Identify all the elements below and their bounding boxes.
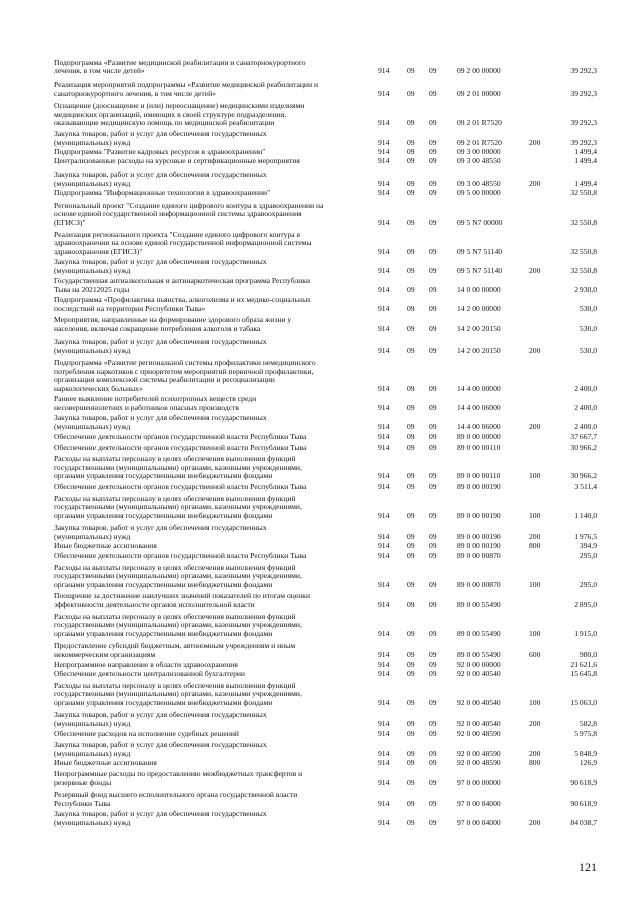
cell-rz: 09 [407,323,415,333]
cell-gr: 914 [378,284,390,294]
cell-sum: 1 499,4 [574,178,597,188]
cell-rz: 09 [407,118,415,128]
cell-pr: 09 [429,303,437,313]
cell-sum: 2 400,0 [574,402,597,412]
row-name: Расходы на выплаты персоналу в целях обеспечения выполнения функций государственными (муниципальными) органами, казенными учреждениями, органами управления государственными внебюджетными фондами [54,680,302,707]
cell-csr: 14 0 00 00000 [457,284,501,294]
table-row [0,189,639,197]
cell-sum: 582,8 [579,718,597,728]
cell-gr: 914 [378,748,390,758]
cell-rz: 09 [407,471,415,481]
table-row [0,296,639,313]
table-row [0,711,639,728]
cell-rz: 09 [407,345,415,355]
cell-gr: 914 [378,178,390,188]
cell-rz: 09 [407,88,415,98]
table-row [0,770,639,787]
cell-gr: 914 [378,798,390,808]
cell-pr: 09 [429,481,437,491]
cell-pr: 09 [429,777,437,787]
cell-pr: 09 [429,659,437,669]
cell-csr: 89 0 00 00190 [457,510,501,520]
table-row [0,552,639,560]
cell-sum: 15 645,8 [570,668,597,678]
cell-pr: 09 [429,345,437,355]
cell-csr: 14 2 00 20150 [457,345,501,355]
table-row [0,564,639,589]
cell-csr: 14 2 00 00000 [457,303,501,313]
cell-pr: 09 [429,284,437,294]
cell-pr: 09 [429,649,437,659]
table-row [0,542,639,550]
table-row [0,414,639,431]
cell-rz: 09 [407,531,415,541]
cell-sum: 1 976,5 [574,531,597,541]
cell-pr: 09 [429,66,437,76]
cell-csr: 09 3 00 48550 [457,156,501,166]
cell-pr: 09 [429,383,437,393]
cell-pr: 09 [429,402,437,412]
table-row [0,130,639,147]
cell-vr: 200 [529,718,541,728]
cell-csr: 89 0 00 00190 [457,540,501,550]
cell-sum: 3 511,4 [574,481,597,491]
cell-sum: 32 550,8 [570,187,597,197]
cell-csr: 09 2 01 R7520 [457,137,502,147]
cell-rz: 09 [407,442,415,452]
row-name: Закупка товаров, работ и услуг для обеспечения государственных (муниципальных) нужд [54,413,267,431]
cell-pr: 09 [429,668,437,678]
cell-sum: 15 063,0 [570,697,597,707]
cell-pr: 09 [429,718,437,728]
cell-pr: 09 [429,728,437,738]
cell-pr: 09 [429,540,437,550]
row-name: Закупка товаров, работ и услуг для обеспечения государственных (муниципальных) нужд [54,740,267,758]
table-row [0,661,639,669]
cell-vr: 200 [529,178,541,188]
cell-sum: 39 292,3 [570,66,597,76]
cell-gr: 914 [378,137,390,147]
cell-pr: 09 [429,757,437,767]
cell-vr: 800 [529,757,541,767]
table-row [0,741,639,758]
cell-sum: 295,0 [579,579,597,589]
cell-rz: 09 [407,659,415,669]
cell-csr: 97 0 00 00000 [457,777,501,787]
cell-gr: 914 [378,88,390,98]
row-name: Иные бюджетные ассигнования [54,540,157,550]
cell-vr: 100 [529,628,541,638]
cell-pr: 09 [429,217,437,227]
cell-csr: 89 0 00 00190 [457,481,501,491]
row-name: Закупка товаров, работ и услуг для обеспечения государственных (муниципальных) нужд [54,257,267,275]
cell-sum: 21 621,6 [570,659,597,669]
cell-gr: 914 [378,649,390,659]
cell-gr: 914 [378,431,390,441]
row-name: Мероприятия, направленные на формирование здорового образа жизни у населения, включая сокращение потребления алкоголя и табака [54,315,292,333]
cell-pr: 09 [429,550,437,560]
cell-pr: 09 [429,88,437,98]
cell-rz: 09 [407,817,415,827]
cell-csr: 89 0 00 00870 [457,579,501,589]
cell-csr: 89 0 00 55490 [457,628,501,638]
cell-rz: 09 [407,748,415,758]
table-row [0,157,639,165]
cell-gr: 914 [378,442,390,452]
cell-sum: 39 292,3 [570,88,597,98]
row-name: Закупка товаров, работ и услуг для обеспечения государственных (муниципальных) нужд [54,129,267,147]
cell-rz: 09 [407,246,415,256]
cell-gr: 914 [378,481,390,491]
cell-csr: 89 0 00 55490 [457,599,501,609]
row-name: Закупка товаров, работ и услуг для обеспечения государственных (муниципальных) нужд [54,710,267,728]
cell-pr: 09 [429,531,437,541]
cell-gr: 914 [378,599,390,609]
cell-gr: 914 [378,187,390,197]
table-row [0,171,639,188]
cell-sum: 295,0 [579,550,597,560]
cell-csr: 97 0 00 04000 [457,798,501,808]
cell-vr: 100 [529,471,541,481]
cell-pr: 09 [429,118,437,128]
cell-gr: 914 [378,421,390,431]
table-row [0,483,639,491]
row-name: Обеспечение деятельности органов государственной власти Республики Тыва [54,431,307,441]
cell-csr: 92 0 00 00000 [457,659,501,669]
cell-rz: 09 [407,798,415,808]
cell-pr: 09 [429,265,437,275]
cell-sum: 2 400,0 [574,421,597,431]
row-name: Подпрограмма «Профилактика пьянства, алкоголизма и их медико-социальных последствий на территории Республики Тыва» [54,295,311,313]
cell-rz: 09 [407,66,415,76]
cell-rz: 09 [407,383,415,393]
cell-csr: 92 0 00 48590 [457,757,501,767]
cell-rz: 09 [407,757,415,767]
table-row [0,642,639,659]
cell-pr: 09 [429,471,437,481]
cell-gr: 914 [378,728,390,738]
cell-rz: 09 [407,579,415,589]
cell-rz: 09 [407,178,415,188]
cell-pr: 09 [429,798,437,808]
cell-sum: 90 618,9 [570,798,597,808]
cell-gr: 914 [378,718,390,728]
table-row [0,316,639,333]
table-row [0,682,639,707]
cell-pr: 09 [429,246,437,256]
cell-gr: 914 [378,697,390,707]
table-row [0,359,639,393]
cell-pr: 09 [429,510,437,520]
cell-csr: 14 4 00 00000 [457,383,501,393]
cell-gr: 914 [378,303,390,313]
cell-rz: 09 [407,510,415,520]
cell-csr: 92 0 00 40540 [457,668,501,678]
table-row [0,81,639,98]
cell-rz: 09 [407,402,415,412]
cell-csr: 09 2 00 00000 [457,66,501,76]
cell-rz: 09 [407,668,415,678]
cell-csr: 97 0 00 04000 [457,817,501,827]
cell-vr: 200 [529,817,541,827]
cell-csr: 14 4 00 06000 [457,402,501,412]
cell-sum: 30 966,2 [570,471,597,481]
cell-pr: 09 [429,579,437,589]
cell-sum: 1 499,4 [574,146,597,156]
cell-rz: 09 [407,718,415,728]
cell-gr: 914 [378,471,390,481]
row-name: Обеспечение деятельности органов государственной власти Республики Тыва [54,550,307,560]
cell-csr: 09 5 N7 00000 [457,217,503,227]
row-name: Оснащение (дооснащение и (или) переоснащение) медицинскими изделиями медицинских организаций, имеющих в своей структуре подразделения, оказывающие медицинскую помощь по медицинской реабилитации [54,101,305,128]
cell-csr: 89 0 00 00000 [457,431,501,441]
cell-pr: 09 [429,599,437,609]
cell-rz: 09 [407,187,415,197]
cell-sum: 530,0 [579,303,597,313]
cell-gr: 914 [378,757,390,767]
table-row [0,148,639,156]
cell-csr: 09 2 01 R7520 [457,118,502,128]
cell-sum: 126,9 [579,757,597,767]
cell-csr: 89 0 00 00110 [457,442,501,452]
cell-rz: 09 [407,777,415,787]
row-name: Обеспечение деятельности органов государственной власти Республики Тыва [54,442,307,452]
row-name: Подпрограмма «Развитие региональной системы профилактики немедицинского потребления наркотиков с приоритетом мероприятий первичной профилактики, организация комплексной системы реабилитации и ресоциализации наркологических больных» [54,358,316,393]
row-name: Обеспечение расходов на исполнение судебных решений [54,728,239,738]
cell-sum: 32 550,8 [570,265,597,275]
cell-csr: 14 2 00 20150 [457,323,501,333]
cell-csr: 09 3 00 00000 [457,146,501,156]
cell-csr: 89 0 00 00870 [457,550,501,560]
cell-csr: 89 0 00 00190 [457,531,501,541]
cell-pr: 09 [429,178,437,188]
cell-pr: 09 [429,421,437,431]
table-row [0,810,639,827]
cell-csr: 92 0 00 48590 [457,728,501,738]
table-row [0,613,639,638]
row-name: Обеспечение деятельности органов государственной власти Республики Тыва [54,481,307,491]
table-row [0,395,639,412]
cell-gr: 914 [378,510,390,520]
cell-csr: 09 5 N7 51140 [457,246,503,256]
cell-gr: 914 [378,118,390,128]
cell-rz: 09 [407,728,415,738]
cell-pr: 09 [429,817,437,827]
row-name: Иные бюджетные ассигнования [54,757,157,767]
cell-vr: 800 [529,540,541,550]
cell-rz: 09 [407,421,415,431]
cell-pr: 09 [429,431,437,441]
row-name: Подпрограмма «Развитие медицинской реабилитации и санаторнокурортного лечения, в том числе детей» [54,57,306,76]
cell-csr: 92 0 00 40540 [457,697,501,707]
cell-sum: 5 975,8 [574,728,597,738]
table-row [0,433,639,441]
cell-vr: 200 [529,531,541,541]
cell-pr: 09 [429,442,437,452]
cell-gr: 914 [378,402,390,412]
cell-rz: 09 [407,303,415,313]
cell-gr: 914 [378,777,390,787]
cell-pr: 09 [429,187,437,197]
cell-csr: 09 3 00 48550 [457,178,501,188]
cell-gr: 914 [378,531,390,541]
cell-pr: 09 [429,323,437,333]
cell-gr: 914 [378,345,390,355]
cell-sum: 39 292,3 [570,118,597,128]
cell-csr: 92 0 00 48590 [457,748,501,758]
cell-pr: 09 [429,156,437,166]
cell-gr: 914 [378,265,390,275]
row-name: Закупка товаров, работ и услуг для обеспечения государственных (муниципальных) нужд [54,170,267,188]
row-name: Подпрограмма "Информационные технологии в здравоохранении" [54,187,271,197]
cell-csr: 09 5 00 00000 [457,187,501,197]
cell-pr: 09 [429,137,437,147]
cell-vr: 200 [529,265,541,275]
cell-gr: 914 [378,146,390,156]
cell-sum: 30 966,2 [570,442,597,452]
table-row [0,102,639,127]
cell-pr: 09 [429,146,437,156]
cell-gr: 914 [378,383,390,393]
table-row [0,59,639,76]
cell-sum: 530,0 [579,345,597,355]
cell-gr: 914 [378,540,390,550]
cell-rz: 09 [407,649,415,659]
table-row [0,338,639,355]
cell-sum: 84 038,7 [570,817,597,827]
cell-vr: 100 [529,510,541,520]
cell-rz: 09 [407,599,415,609]
table-row [0,202,639,227]
table-row [0,670,639,678]
cell-sum: 39 292,3 [570,137,597,147]
table-row [0,730,639,738]
table-row [0,444,639,452]
cell-csr: 89 0 00 00110 [457,471,501,481]
cell-gr: 914 [378,628,390,638]
table-row [0,524,639,541]
table-row [0,592,639,609]
row-name: Государственная антиалкогольная и антинаркотическая программа Республики Тыва на 20212025 годы [54,276,311,294]
row-name: Обеспечение деятельности централизованной бухгалтерии [54,668,245,678]
cell-sum: 5 848,9 [574,748,597,758]
row-name: Предоставление субсидий бюджетным, автономным учреждениям и иным некоммерческим организациям [54,641,296,659]
row-name: Расходы на выплаты персоналу в целях обеспечения выполнения функций государственными (муниципальными) органами, казенными учреждениями, органами управления государственными внебюджетными фондами [54,493,302,520]
row-name: Закупка товаров, работ и услуг для обеспечения государственных (муниципальных) нужд [54,809,267,827]
cell-rz: 09 [407,156,415,166]
cell-gr: 914 [378,246,390,256]
row-name: Непрограммные расходы по предоставлению межбюджетных трансфертов и резервные фонды [54,769,303,787]
table-row [0,231,639,256]
cell-pr: 09 [429,748,437,758]
row-name: Расходы на выплаты персоналу в целях обеспечения выполнения функций государственными (муниципальными) органами, казенными учреждениями, органами управления государственными внебюджетными фондами [54,562,302,589]
cell-sum: 1 499,4 [574,156,597,166]
cell-pr: 09 [429,628,437,638]
cell-vr: 100 [529,697,541,707]
cell-vr: 600 [529,649,541,659]
cell-sum: 32 550,8 [570,217,597,227]
table-row [0,759,639,767]
row-name: Расходы на выплаты персоналу в целях обеспечения выполнения функций государственными (муниципальными) органами, казенными учреждениями, органами управления государственными внебюджетными фондами [54,454,302,481]
row-name: Закупка товаров, работ и услуг для обеспечения государственных (муниципальных) нужд [54,523,267,541]
cell-vr: 200 [529,421,541,431]
cell-vr: 100 [529,579,541,589]
cell-rz: 09 [407,146,415,156]
cell-sum: 32 550,8 [570,246,597,256]
cell-rz: 09 [407,628,415,638]
cell-sum: 1 915,0 [574,628,597,638]
row-name: Закупка товаров, работ и услуг для обеспечения государственных (муниципальных) нужд [54,337,267,355]
cell-gr: 914 [378,579,390,589]
cell-sum: 530,0 [579,323,597,333]
cell-rz: 09 [407,550,415,560]
table-row [0,791,639,808]
cell-sum: 394,9 [579,540,597,550]
row-name: Поощрение за достижение наилучших значений показателей по итогам оценки эффективности деятельности органов исполнительной власти [54,591,311,609]
cell-gr: 914 [378,817,390,827]
table-row [0,495,639,520]
cell-sum: 980,0 [579,649,597,659]
cell-sum: 90 618,9 [570,777,597,787]
cell-rz: 09 [407,265,415,275]
row-name: Реализация мероприятий подпрограммы «Развитие медицинской реабилитации и санаторнокурортного лечения, в том числе детей» [54,80,319,98]
row-name: Раннее выявление потребителей психотропных веществ среди несовершеннолетних и работников опасных производств [54,394,257,412]
cell-csr: 89 0 00 55490 [457,649,501,659]
cell-gr: 914 [378,659,390,669]
row-name: Подпрограмма "Развитие кадровых ресурсов в здравоохранении" [54,146,266,156]
row-name: Резервный фонд высшего исполнительного органа государственной власти Республики Тыва [54,790,298,808]
cell-sum: 2 930,0 [574,284,597,294]
cell-vr: 200 [529,748,541,758]
cell-rz: 09 [407,284,415,294]
cell-gr: 914 [378,550,390,560]
cell-gr: 914 [378,668,390,678]
cell-gr: 914 [378,66,390,76]
row-name: Расходы на выплаты персоналу в целях обеспечения выполнения функций государственными (муниципальными) органами, казенными учреждениями, органами управления государственными внебюджетными фондами [54,611,302,638]
row-name: Региональный проект "Создание единого цифрового контура в здравоохранении на основе единой государственной информационной системы здравоохранения (ЕГИСЗ)" [54,200,324,227]
cell-csr: 14 4 00 06000 [457,421,501,431]
cell-sum: 2 895,0 [574,599,597,609]
cell-gr: 914 [378,156,390,166]
table-row [0,277,639,294]
cell-csr: 09 2 01 00000 [457,88,501,98]
row-name: Непрограммное направление в области здравоохранения [54,659,238,669]
cell-rz: 09 [407,217,415,227]
cell-rz: 09 [407,431,415,441]
cell-sum: 1 140,0 [574,510,597,520]
row-name: Реализация регионального проекта "Создание единого цифрового контура в здравоохранении на основе единой государственной информационной системы здравоохранения (ЕГИСЗ)" [54,229,312,256]
page-number: 121 [579,860,597,874]
cell-rz: 09 [407,481,415,491]
cell-vr: 200 [529,345,541,355]
table-row [0,258,639,275]
cell-sum: 2 400,0 [574,383,597,393]
cell-rz: 09 [407,137,415,147]
cell-gr: 914 [378,323,390,333]
cell-csr: 09 5 N7 51140 [457,265,503,275]
cell-rz: 09 [407,697,415,707]
table-row [0,455,639,480]
cell-sum: 37 667,7 [570,431,597,441]
row-name: Централизованные расходы на курсовые и сертификационные мероприятия [54,156,300,166]
cell-vr: 200 [529,137,541,147]
cell-gr: 914 [378,217,390,227]
cell-pr: 09 [429,697,437,707]
cell-rz: 09 [407,540,415,550]
cell-csr: 92 0 00 40540 [457,718,501,728]
